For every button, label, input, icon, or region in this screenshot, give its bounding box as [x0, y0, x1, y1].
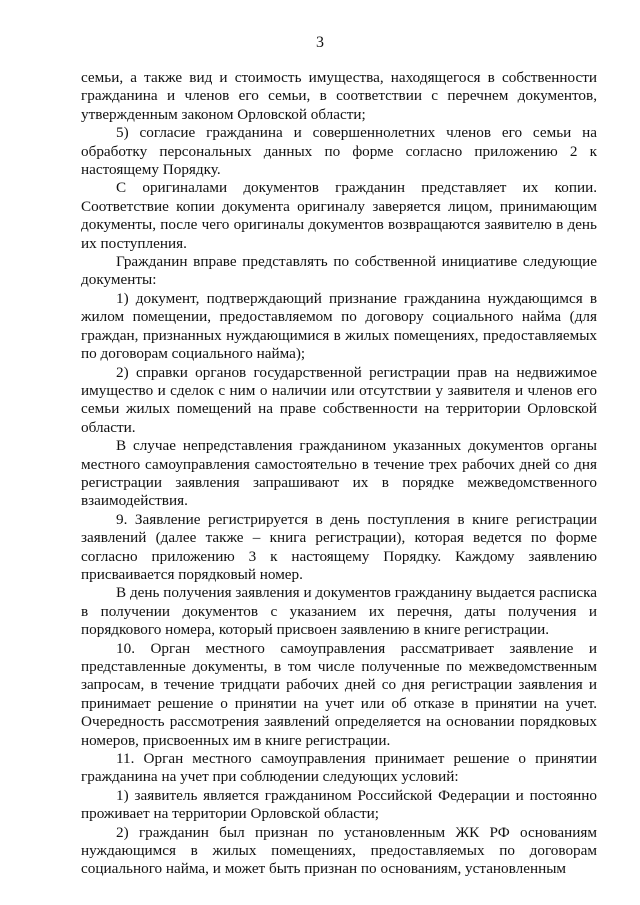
paragraph: 2) справки органов государственной регистрации прав на недвижимое имущество и сделок с ним о наличии или отсутствии у заявителя и членов его семьи жилых помещений на праве собственности на территории Орловской области. [81, 363, 597, 436]
paragraph: В день получения заявления и документов гражданину выдается расписка в получении документов с указанием их перечня, даты получения и порядкового номера, который присвоен заявлению в книге регистрации. [81, 584, 597, 639]
paragraph: 10. Орган местного самоуправления рассматривает заявление и представленные документы, в том числе полученные по межведомственным запросам, в течение тридцати рабочих дней со дня регистрации заявления и принимает решение о принятии на учет или об отказе в принятии на учет. Очередность рассмотрения заявлений определяется на основании порядковых номеров, присвоенных им в книге регистрации. [81, 639, 597, 749]
paragraph: 2) гражданин был признан по установленным ЖК РФ основаниям нуждающимся в жилых помещениях, предоставляемых по договорам социального найма, и может быть признан по основаниям, установленным [81, 823, 597, 878]
paragraph: семьи, а также вид и стоимость имущества, находящегося в собственности гражданина и членов его семьи, в соответствии с перечнем документов, утвержденным законом Орловской области; [81, 69, 597, 123]
paragraph: В случае непредставления гражданином указанных документов органы местного самоуправления самостоятельно в течение трех рабочих дней со дня регистрации заявления запрашивают их в порядке межведомственного взаимодействия. [81, 437, 597, 510]
document-body [81, 69, 597, 879]
paragraph: С оригиналами документов гражданин представляет их копии. Соответствие копии документа оригиналу заверяется лицом, принимающим документы, после чего оригиналы документов возвращаются заявителю в день их поступления. [81, 179, 597, 252]
paragraph: 1) заявитель является гражданином Российской Федерации и постоянно проживает на территории Орловской области; [81, 786, 597, 823]
paragraph: 11. Орган местного самоуправления принимает решение о принятии гражданина на учет при соблюдении следующих условий: [81, 750, 597, 786]
paragraph: 1) документ, подтверждающий признание гражданина нуждающимся в жилом помещении, предоставляемом по договору социального найма (для граждан, признанных нуждающимися в жилых помещениях, предоставляемых по договорам социального найма); [81, 289, 597, 363]
page-number: 3 [316, 34, 324, 51]
paragraph: 5) согласие гражданина и совершеннолетних членов его семьи на обработку персональных данных по форме согласно приложению 2 к настоящему Порядку. [81, 124, 597, 179]
paragraph: 9. Заявление регистрируется в день поступления в книге регистрации заявлений (далее также – книга регистрации), которая ведется по форме согласно приложению 3 к настоящему Порядку. Каждому заявлению присваивается порядковый номер. [81, 510, 597, 583]
paragraph: Гражданин вправе представлять по собственной инициативе следующие документы: [81, 253, 597, 289]
